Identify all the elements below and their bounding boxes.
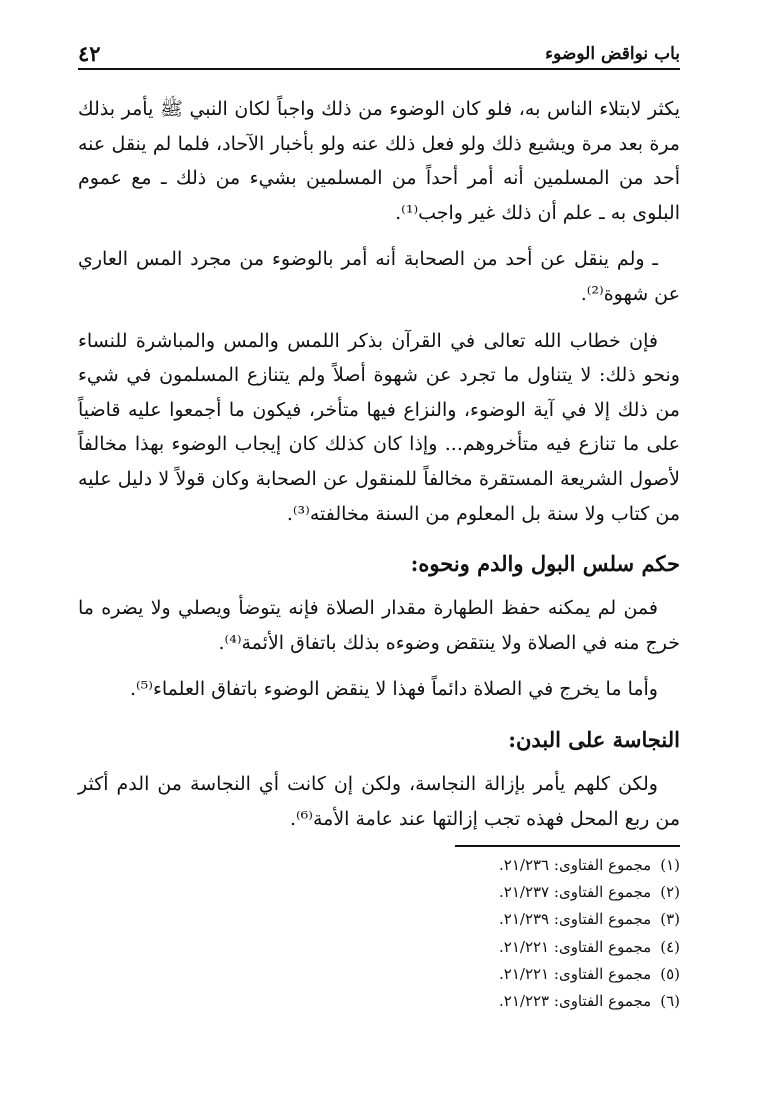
section-heading-urinary-incontinence: حكم سلس البول والدم ونحوه: xyxy=(410,551,680,577)
footnote-number: (٢) xyxy=(660,883,680,902)
paragraph-5: وأما ما يخرج في الصلاة دائماً فهذا لا ينقض الوضوء باتفاق العلماء⁽⁵⁾. xyxy=(129,678,658,701)
footnote xyxy=(78,879,680,906)
footnote-number: (١) xyxy=(660,856,680,874)
footnote-separator xyxy=(455,845,680,847)
footnote xyxy=(78,961,680,988)
paragraph-2: ـ ولم ينقل عن أحد من الصحابة أنه أمر بالوضوء من مجرد المس العاري عن شهوة⁽²⁾. xyxy=(78,248,680,305)
footnote-text: مجموع الفتاوى: ٢١/٢٢١. xyxy=(499,937,652,956)
paragraph-3: فإن خطاب الله تعالى في القرآن بذكر اللمس والمس والمباشرة للنساء ونحو ذلك: لا يتناول ما تجرد عن شهوة أصلاً ولم يتنازع المسلمون في شيء من ذلك إلا في آية الوضوء، والنزاع فيها متأخر، فيكون ما أجمعوا عليه قاضياً على ما تنازع فيه متأخروهم... وإذا كان كذلك كان إيجاب الوضوء بهذا مخالفاً لأصول الشريعة المستقرة مخالفاً للمنقول عن الصحابة وكان قولاً لا دليل عليه من كتاب ولا سنة بل المعلوم من السنة مخالفته⁽³⁾. xyxy=(78,329,680,525)
footnote-number: (٣) xyxy=(660,910,680,929)
footnote xyxy=(78,906,680,933)
footnote-text: مجموع الفتاوى: ٢١/٢٢٣. xyxy=(499,992,652,1011)
paragraph-4: فمن لم يمكنه حفظ الطهارة مقدار الصلاة فإنه يتوضأ ويصلي ولا يضره ما خرج منه في الصلاة ولا ينتقض وضوءه بذلك باتفاق الأئمة⁽⁴⁾. xyxy=(78,597,680,654)
footnote-number: (٦) xyxy=(660,992,680,1011)
page-number: ٤٢ xyxy=(78,41,101,66)
section-heading-impurity-on-body: النجاسة على البدن: xyxy=(508,726,680,752)
running-header xyxy=(78,32,680,70)
footnote-text: مجموع الفتاوى: ٢١/٢٣٧. xyxy=(499,883,652,902)
footnote-text: مجموع الفتاوى: ٢١/٢٢١. xyxy=(499,964,652,983)
footnote-text: مجموع الفتاوى: ٢١/٢٣٦. xyxy=(499,856,652,874)
paragraph-1: يكثر لابتلاء الناس به، فلو كان الوضوء من ذلك واجباً لكان النبي ﷺ يأمر بذلك مرة بعد مرة ويشيع ذلك ولو فعل ذلك عنه ولو بأخبار الآحاد، فلما لم ينقل عنه أحد من المسلمين أنه أمر أحداً من المسلمين بشيء من ذلك ـ مع عموم البلوى به ـ علم أن ذلك غير واجب⁽¹⁾. xyxy=(78,98,680,224)
footnotes xyxy=(78,852,680,1015)
footnote xyxy=(78,934,680,961)
body-text xyxy=(78,92,680,836)
footnote-text: مجموع الفتاوى: ٢١/٢٣٩. xyxy=(499,910,652,929)
paragraph-6: ولكن كلهم يأمر بإزالة النجاسة، ولكن إن كانت أي النجاسة من الدم أكثر من ربع المحل فهذه تجب إزالتها عند عامة الأمة⁽⁶⁾. xyxy=(78,772,680,830)
footnote-number: (٥) xyxy=(660,964,680,983)
footnote-number: (٤) xyxy=(660,937,680,956)
running-title: باب نواقض الوضوء xyxy=(545,44,680,64)
footnote xyxy=(78,988,680,1015)
footnote xyxy=(78,852,680,879)
